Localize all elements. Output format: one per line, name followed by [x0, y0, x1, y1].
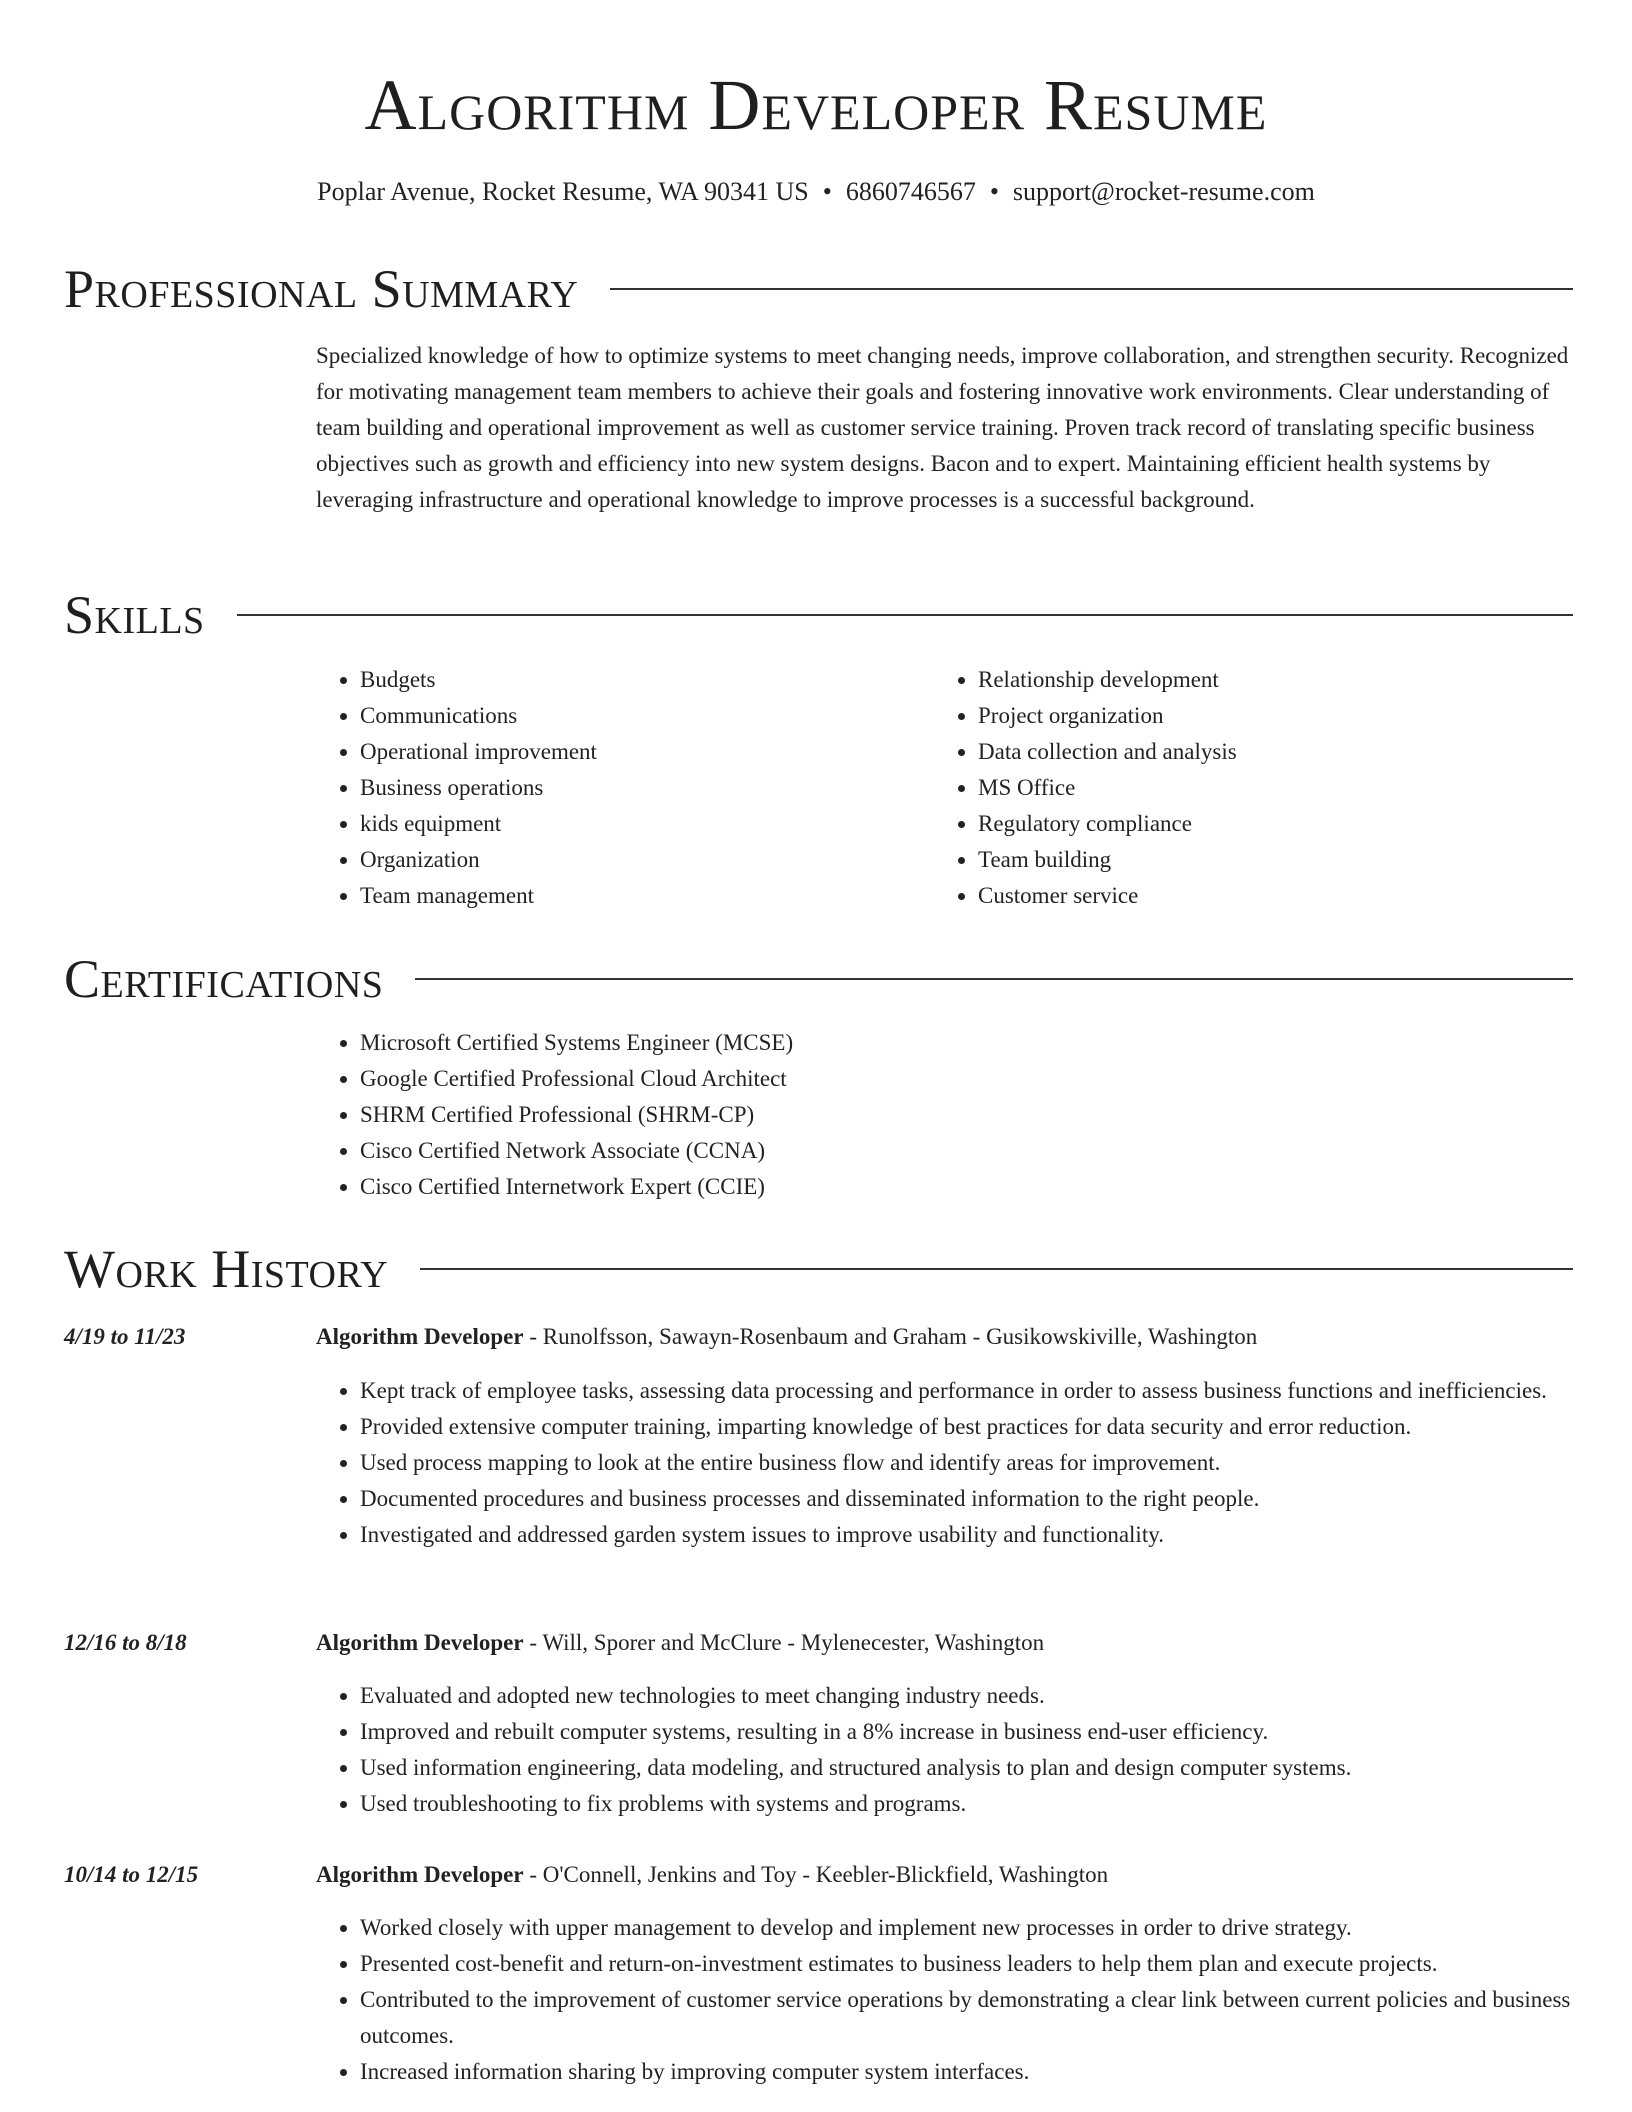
- job-duty-list: [316, 1678, 1576, 1822]
- job-duty-list: [316, 1373, 1576, 1553]
- job-employer: - Runolfsson, Sawayn-Rosenbaum and Graham - Gusikowskiville, Washington: [523, 1324, 1258, 1349]
- skill-item: • Operational improvement: [360, 734, 916, 770]
- job-heading: [316, 1625, 1576, 1661]
- job-heading: [316, 1857, 1576, 1893]
- skill-item: • MS Office: [978, 770, 1534, 806]
- job-dates: 4/19 to 11/23: [64, 1324, 186, 1349]
- resume-title: Algorithm Developer Resume: [364, 65, 1268, 145]
- summary-paragraph: Specialized knowledge of how to optimize systems to meet changing needs, improve collaboration, and strengthen security. Recognized for motivating management team members to achieve their goals and fostering innovative work environments. Clear understanding of team building and operational improvement as well as customer service training. Proven track record of translating specific business objectives such as growth and efficiency into new system designs. Bacon and to expert. Maintaining efficient health systems by leveraging infrastructure and operational knowledge to improve processes is a successful background.: [316, 343, 1569, 512]
- job-duty-item: • Provided extensive computer training, imparting knowledge of best practices for data security and error reduction.: [360, 1409, 1576, 1445]
- job-duty-item: • Used troubleshooting to fix problems with systems and programs.: [360, 1786, 1576, 1822]
- section-header-work-history: [64, 1239, 1573, 1299]
- certification-item: • Microsoft Certified Systems Engineer (MCSE): [360, 1025, 1576, 1061]
- job-duty-item: • Investigated and addressed garden system issues to improve usability and functionality.: [360, 1517, 1576, 1553]
- job-duty-item: • Documented procedures and business processes and disseminated information to the right people.: [360, 1481, 1576, 1517]
- job-title: Algorithm Developer: [316, 1862, 524, 1887]
- skills-column-right: [934, 662, 1534, 914]
- job-dates: 12/16 to 8/18: [64, 1630, 187, 1655]
- section-title-skills: Skills: [64, 585, 205, 645]
- job-duty-item: • Contributed to the improvement of customer service operations by demonstrating a clear link between current policies and business outcomes.: [360, 1982, 1576, 2054]
- skill-item: • Customer service: [978, 878, 1534, 914]
- contact-email[interactable]: support@rocket-resume.com: [1012, 177, 1315, 206]
- skill-item: • kids equipment: [360, 806, 916, 842]
- job-duty-item: • Improved and rebuilt computer systems, resulting in a 8% increase in business end-user efficiency.: [360, 1714, 1576, 1750]
- skill-item: • Project organization: [978, 698, 1534, 734]
- job-duty-item: • Kept track of employee tasks, assessing data processing and performance in order to assess business functions and inefficiencies.: [360, 1373, 1576, 1409]
- section-header-skills: [64, 585, 1573, 645]
- job-duty-item: • Evaluated and adopted new technologies to meet changing industry needs.: [360, 1678, 1576, 1714]
- certifications-list: [316, 1025, 1576, 1205]
- contact-address: Poplar Avenue, Rocket Resume, WA 90341 US: [317, 177, 809, 206]
- section-header-summary: [64, 259, 1573, 319]
- job-duty-item: • Used process mapping to look at the entire business flow and identify areas for improvement.: [360, 1445, 1576, 1481]
- job-employer: - Will, Sporer and McClure - Mylenecester, Washington: [523, 1630, 1045, 1655]
- skill-item: • Communications: [360, 698, 916, 734]
- contact-separator: •: [989, 177, 999, 206]
- skill-item: • Team building: [978, 842, 1534, 878]
- job-title: Algorithm Developer: [316, 1630, 524, 1655]
- certification-list: [316, 1025, 1576, 1205]
- certification-item: • SHRM Certified Professional (SHRM-CP): [360, 1097, 1576, 1133]
- contact-separator: •: [822, 177, 832, 206]
- job-duty-item: • Worked closely with upper management to develop and implement new processes in order to drive strategy.: [360, 1910, 1576, 1946]
- certification-item: • Cisco Certified Internetwork Expert (CCIE): [360, 1169, 1576, 1205]
- skills-column-left: [316, 662, 916, 914]
- contact-phone: 6860746567: [845, 177, 976, 206]
- section-title-summary: Professional Summary: [64, 259, 579, 319]
- job-dates: 10/14 to 12/15: [64, 1862, 199, 1887]
- certification-item: • Google Certified Professional Cloud Architect: [360, 1061, 1576, 1097]
- section-title-certifications: Certifications: [64, 949, 384, 1009]
- skill-item: • Budgets: [360, 662, 916, 698]
- job-duties: [316, 1373, 1576, 1553]
- job-duties: [316, 1678, 1576, 1822]
- skill-item: • Organization: [360, 842, 916, 878]
- skill-list: [316, 662, 916, 914]
- job-heading: [316, 1319, 1576, 1355]
- section-title-work-history: Work History: [64, 1239, 389, 1299]
- section-divider: [237, 614, 1573, 616]
- skill-list: [934, 662, 1534, 914]
- job-duty-list: [316, 1910, 1576, 2090]
- section-divider: [415, 978, 1573, 980]
- skill-item: • Team management: [360, 878, 916, 914]
- job-duty-item: • Presented cost-benefit and return-on-investment estimates to business leaders to help them plan and execute projects.: [360, 1946, 1576, 1982]
- job-duty-item: • Increased information sharing by improving computer system interfaces.: [360, 2054, 1576, 2090]
- section-divider: [420, 1268, 1573, 1270]
- job-duties: [316, 1910, 1576, 2090]
- skill-item: • Regulatory compliance: [978, 806, 1534, 842]
- section-divider: [610, 288, 1573, 290]
- job-duty-item: • Used information engineering, data modeling, and structured analysis to plan and design computer systems.: [360, 1750, 1576, 1786]
- contact-line: [0, 176, 1632, 208]
- skill-item: • Data collection and analysis: [978, 734, 1534, 770]
- skill-item: • Business operations: [360, 770, 916, 806]
- section-header-certifications: [64, 949, 1573, 1009]
- certification-item: • Cisco Certified Network Associate (CCNA): [360, 1133, 1576, 1169]
- skill-item: • Relationship development: [978, 662, 1534, 698]
- job-employer: - O'Connell, Jenkins and Toy - Keebler-Blickfield, Washington: [523, 1862, 1109, 1887]
- job-title: Algorithm Developer: [316, 1324, 524, 1349]
